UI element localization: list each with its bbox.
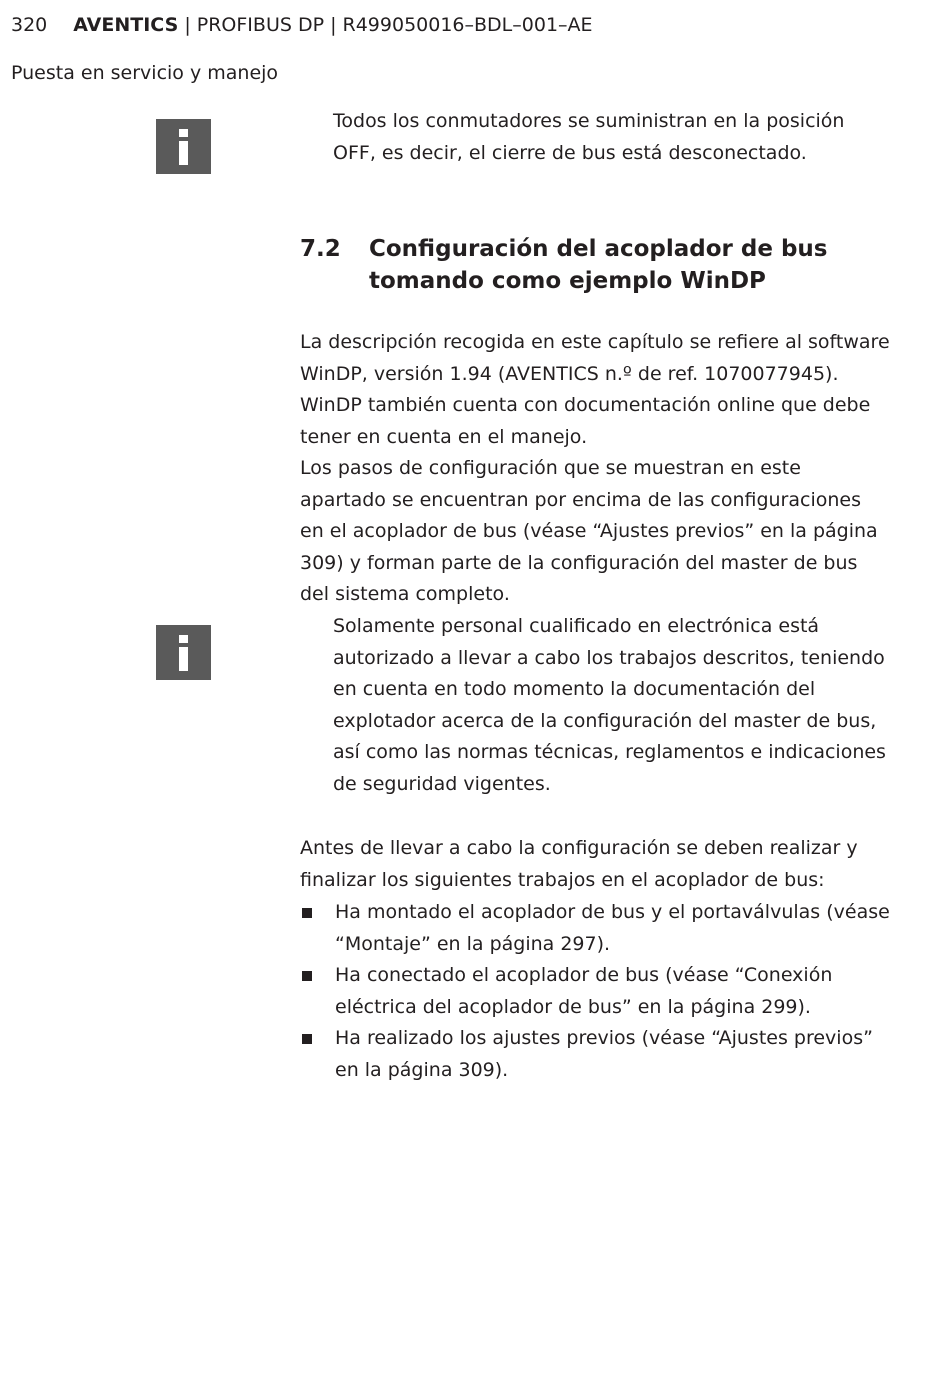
paragraph-2: Los pasos de configuración que se muestran en este apartado se encuentran por encima de las configuraciones en el acoplador de bus (véase “Ajustes previos” en la página 309) y forman parte de la configuración del master de bus del sistema completo.	[300, 457, 878, 606]
section-label: Puesta en servicio y manejo	[11, 62, 279, 84]
info-note-1: Todos los conmutadores se suministran en la posición OFF, es decir, el cierre de bus está desconectado.	[333, 110, 845, 164]
paragraph-3: Antes de llevar a cabo la configuración se deben realizar y finalizar los siguientes trabajos en el acoplador de bus:	[300, 837, 858, 891]
page-header	[11, 12, 593, 38]
info-icon	[156, 119, 211, 174]
list-item: Ha realizado los ajustes previos (véase “Ajustes previos” en la página 309).	[300, 1023, 900, 1086]
info-icon	[156, 625, 211, 680]
brand-name: AVENTICS	[73, 14, 179, 36]
page-number: 320	[11, 14, 48, 36]
info-note-2: Solamente personal cualificado en electrónica está autorizado a llevar a cabo los trabajos descritos, teniendo en cuenta en todo momento la documentación del explotador acerca de la configuración del master de bus, así como las normas técnicas, reglamentos e indicaciones de seguridad vigentes.	[333, 615, 886, 795]
paragraph-1: La descripción recogida en este capítulo se refiere al software WinDP, versión 1.94 (AVENTICS n.º de ref. 1070077945). WinDP también cuenta con documentación online que debe tener en cuenta en el manejo.	[300, 331, 890, 448]
list-item: Ha conectado el acoplador de bus (véase “Conexión eléctrica del acoplador de bus” en la página 299).	[300, 960, 900, 1023]
section-number: 7.2	[300, 236, 341, 262]
document-reference: | PROFIBUS DP | R499050016–BDL–001–AE	[178, 14, 593, 36]
bullet-square-icon	[302, 1034, 312, 1044]
prerequisite-list	[300, 897, 900, 1087]
section-title: Configuración del acoplador de bus tomando como ejemplo WinDP	[369, 236, 828, 294]
bullet-square-icon	[302, 971, 312, 981]
bullet-square-icon	[302, 908, 312, 918]
list-item: Ha montado el acoplador de bus y el portaválvulas (véase “Montaje” en la página 297).	[300, 897, 900, 960]
